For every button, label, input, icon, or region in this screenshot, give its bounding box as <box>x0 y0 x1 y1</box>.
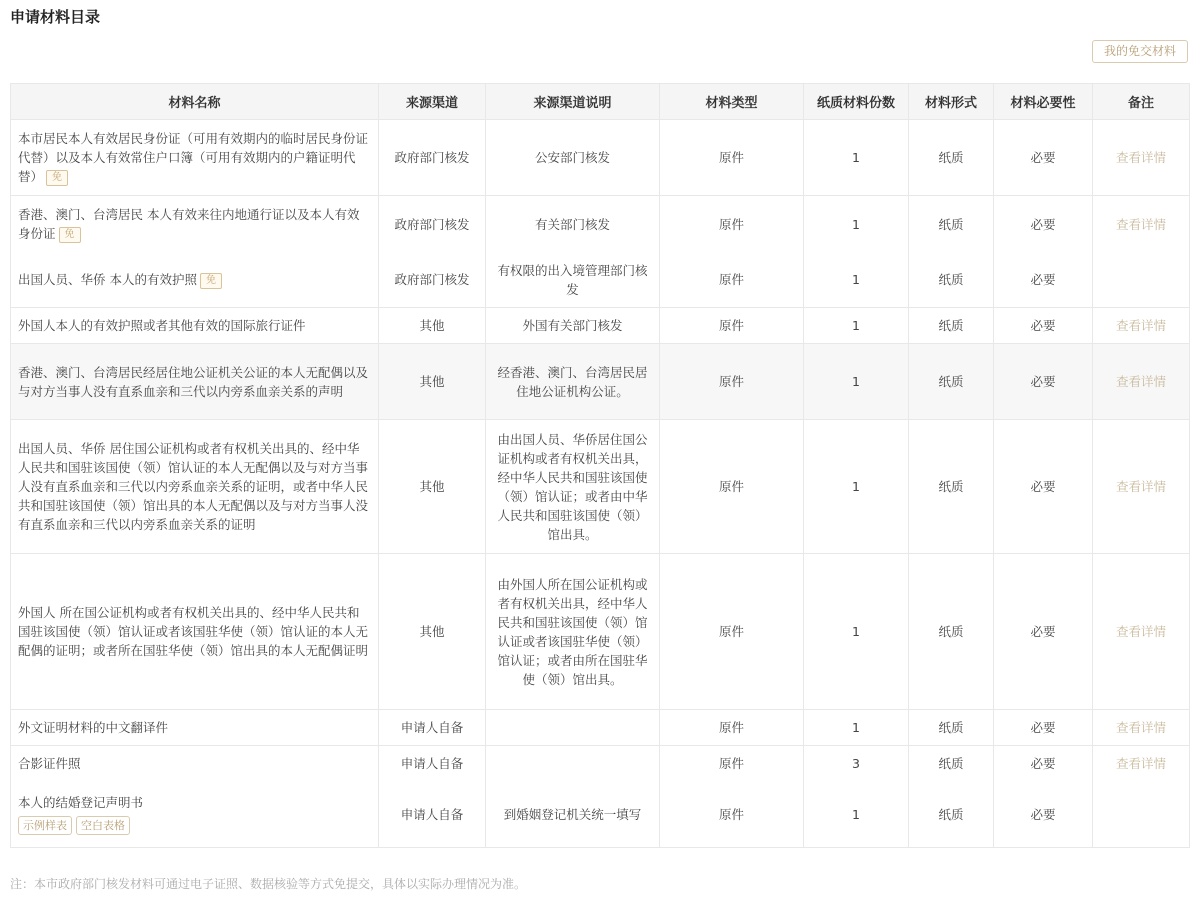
form-template-buttons <box>18 812 371 835</box>
remark-cell <box>1093 120 1190 196</box>
header-paper-copies: 纸质材料份数 <box>804 84 909 120</box>
remark-cell <box>1093 710 1190 746</box>
source-cell: 其他 <box>379 344 486 420</box>
form-cell: 纸质 <box>909 196 994 253</box>
source-desc-cell: 有权限的出入境管理部门核发 <box>486 253 660 308</box>
material-name-cell <box>11 782 379 848</box>
view-detail-link[interactable]: 查看详情 <box>1115 374 1166 389</box>
form-cell: 纸质 <box>909 253 994 308</box>
form-cell: 纸质 <box>909 308 994 344</box>
material-name-cell <box>11 308 379 344</box>
type-cell: 原件 <box>660 308 804 344</box>
necessity-cell: 必要 <box>994 420 1093 554</box>
copies-cell: 1 <box>804 253 909 308</box>
sample-form-button[interactable]: 示例样表 <box>18 816 72 835</box>
table-row <box>11 196 1190 253</box>
exempt-icon: 免 <box>46 170 68 186</box>
source-cell: 政府部门核发 <box>379 120 486 196</box>
form-cell: 纸质 <box>909 344 994 420</box>
material-name: 外国人本人的有效护照或者其他有效的国际旅行证件 <box>18 318 306 333</box>
copies-cell: 1 <box>804 120 909 196</box>
material-name: 出国人员、华侨 居住国公证机构或者有权机关出具的、经中华人民共和国驻该国使（领）馆认证的本人无配偶以及与对方当事人没有直系血亲和三代以内旁系血亲关系的证明，或者中华人民共和国驻该国使（领）馆出具的本人无配偶以及与对方当事人没有直系血亲和三代以内旁系血亲关系的证明 <box>18 441 369 532</box>
copies-cell: 1 <box>804 782 909 848</box>
necessity-cell: 必要 <box>994 746 1093 782</box>
source-desc-cell <box>486 746 660 782</box>
material-name: 香港、澳门、台湾居民经居住地公证机关公证的本人无配偶以及与对方当事人没有直系血亲和三代以内旁系血亲关系的声明 <box>18 364 369 399</box>
material-name-cell <box>11 554 379 710</box>
material-name-cell <box>11 710 379 746</box>
materials-table <box>10 83 1190 848</box>
table-header-row <box>11 84 1190 120</box>
remark-cell <box>1093 196 1190 253</box>
source-desc-cell: 外国有关部门核发 <box>486 308 660 344</box>
type-cell: 原件 <box>660 120 804 196</box>
material-name-cell <box>11 120 379 196</box>
table-row <box>11 782 1190 848</box>
source-cell: 申请人自备 <box>379 782 486 848</box>
type-cell: 原件 <box>660 710 804 746</box>
type-cell: 原件 <box>660 253 804 308</box>
copies-cell: 1 <box>804 196 909 253</box>
copies-cell: 1 <box>804 420 909 554</box>
remark-cell <box>1093 344 1190 420</box>
type-cell: 原件 <box>660 420 804 554</box>
material-name-cell <box>11 253 379 308</box>
type-cell: 原件 <box>660 554 804 710</box>
necessity-cell: 必要 <box>994 196 1093 253</box>
necessity-cell: 必要 <box>994 253 1093 308</box>
source-cell: 政府部门核发 <box>379 196 486 253</box>
footnote: 注：本市政府部门核发材料可通过电子证照、数据核验等方式免提交，具体以实际办理情况为准。 <box>10 877 527 891</box>
source-cell: 政府部门核发 <box>379 253 486 308</box>
table-row <box>11 308 1190 344</box>
form-cell: 纸质 <box>909 710 994 746</box>
type-cell: 原件 <box>660 344 804 420</box>
view-detail-link[interactable]: 查看详情 <box>1115 479 1166 494</box>
remark-cell <box>1093 308 1190 344</box>
table-row <box>11 344 1190 420</box>
source-desc-cell: 有关部门核发 <box>486 196 660 253</box>
material-name: 本人的结婚登记声明书 <box>18 795 144 811</box>
source-desc-cell <box>486 710 660 746</box>
copies-cell: 1 <box>804 554 909 710</box>
copies-cell: 1 <box>804 344 909 420</box>
view-detail-link[interactable]: 查看详情 <box>1115 318 1166 333</box>
form-cell: 纸质 <box>909 782 994 848</box>
header-necessity: 材料必要性 <box>994 84 1093 120</box>
remark-cell <box>1093 420 1190 554</box>
source-cell: 申请人自备 <box>379 710 486 746</box>
source-cell: 申请人自备 <box>379 746 486 782</box>
form-cell: 纸质 <box>909 746 994 782</box>
header-material-form: 材料形式 <box>909 84 994 120</box>
necessity-cell: 必要 <box>994 308 1093 344</box>
material-name-cell <box>11 196 379 253</box>
view-detail-link[interactable]: 查看详情 <box>1115 624 1166 639</box>
type-cell: 原件 <box>660 196 804 253</box>
material-name: 出国人员、华侨 本人的有效护照 <box>18 272 197 288</box>
type-cell: 原件 <box>660 782 804 848</box>
view-detail-link[interactable]: 查看详情 <box>1115 756 1166 772</box>
copies-cell: 3 <box>804 746 909 782</box>
table-row <box>11 554 1190 710</box>
necessity-cell: 必要 <box>994 120 1093 196</box>
table-row <box>11 710 1190 746</box>
page-title: 申请材料目录 <box>10 8 101 26</box>
remark-cell <box>1093 554 1190 710</box>
exempt-icon: 免 <box>200 273 222 289</box>
form-cell: 纸质 <box>909 120 994 196</box>
source-desc-cell: 由出国人员、华侨居住国公证机构或者有权机关出具，经中华人民共和国驻该国使（领）馆认证；或者由中华人民共和国驻该国使（领）馆出具。 <box>486 420 660 554</box>
source-desc-cell: 公安部门核发 <box>486 120 660 196</box>
material-name: 合影证件照 <box>18 756 81 772</box>
header-remark: 备注 <box>1093 84 1190 120</box>
source-cell: 其他 <box>379 420 486 554</box>
necessity-cell: 必要 <box>994 344 1093 420</box>
material-name: 外文证明材料的中文翻译件 <box>18 720 169 735</box>
material-name: 本市居民本人有效居民身份证（可用有效期内的临时居民身份证代替）以及本人有效常住户口簿（可用有效期内的户籍证明代替） <box>18 131 369 184</box>
blank-form-button[interactable]: 空白表格 <box>76 816 130 835</box>
remark-cell <box>1093 782 1190 848</box>
view-detail-link[interactable]: 查看详情 <box>1115 216 1166 232</box>
form-cell: 纸质 <box>909 554 994 710</box>
necessity-cell: 必要 <box>994 782 1093 848</box>
exempt-icon: 免 <box>59 227 81 243</box>
type-cell: 原件 <box>660 746 804 782</box>
source-cell: 其他 <box>379 308 486 344</box>
necessity-cell: 必要 <box>994 710 1093 746</box>
header-source: 来源渠道 <box>379 84 486 120</box>
my-exempt-materials-button[interactable]: 我的免交材料 <box>1092 40 1188 63</box>
material-name: 外国人 所在国公证机构或者有权机关出具的、经中华人民共和国驻该国使（领）馆认证或者该国驻华使（领）馆认证的本人无配偶的证明；或者所在国驻华使（领）馆出具的本人无配偶证明 <box>18 605 369 658</box>
material-name: 香港、澳门、台湾居民 本人有效来往内地通行证以及本人有效身份证 <box>18 207 360 242</box>
remark-cell <box>1093 253 1190 308</box>
source-cell: 其他 <box>379 554 486 710</box>
remark-cell <box>1093 746 1190 782</box>
table-row <box>11 746 1190 782</box>
header-material-name: 材料名称 <box>11 84 379 120</box>
table-row <box>11 120 1190 196</box>
material-name-cell <box>11 344 379 420</box>
table-row <box>11 253 1190 308</box>
table-row <box>11 420 1190 554</box>
source-desc-cell: 经香港、澳门、台湾居民居住地公证机构公证。 <box>486 344 660 420</box>
copies-cell: 1 <box>804 710 909 746</box>
material-name-cell <box>11 746 379 782</box>
material-name-cell <box>11 420 379 554</box>
source-desc-cell: 由外国人所在国公证机构或者有权机关出具，经中华人民共和国驻该国使（领）馆认证或者该国驻华使（领）馆认证；或者由所在国驻华使（领）馆出具。 <box>486 554 660 710</box>
header-material-type: 材料类型 <box>660 84 804 120</box>
header-source-desc: 来源渠道说明 <box>486 84 660 120</box>
necessity-cell: 必要 <box>994 554 1093 710</box>
source-desc-cell: 到婚姻登记机关统一填写 <box>486 782 660 848</box>
view-detail-link[interactable]: 查看详情 <box>1115 150 1166 165</box>
copies-cell: 1 <box>804 308 909 344</box>
view-detail-link[interactable]: 查看详情 <box>1115 720 1166 735</box>
form-cell: 纸质 <box>909 420 994 554</box>
